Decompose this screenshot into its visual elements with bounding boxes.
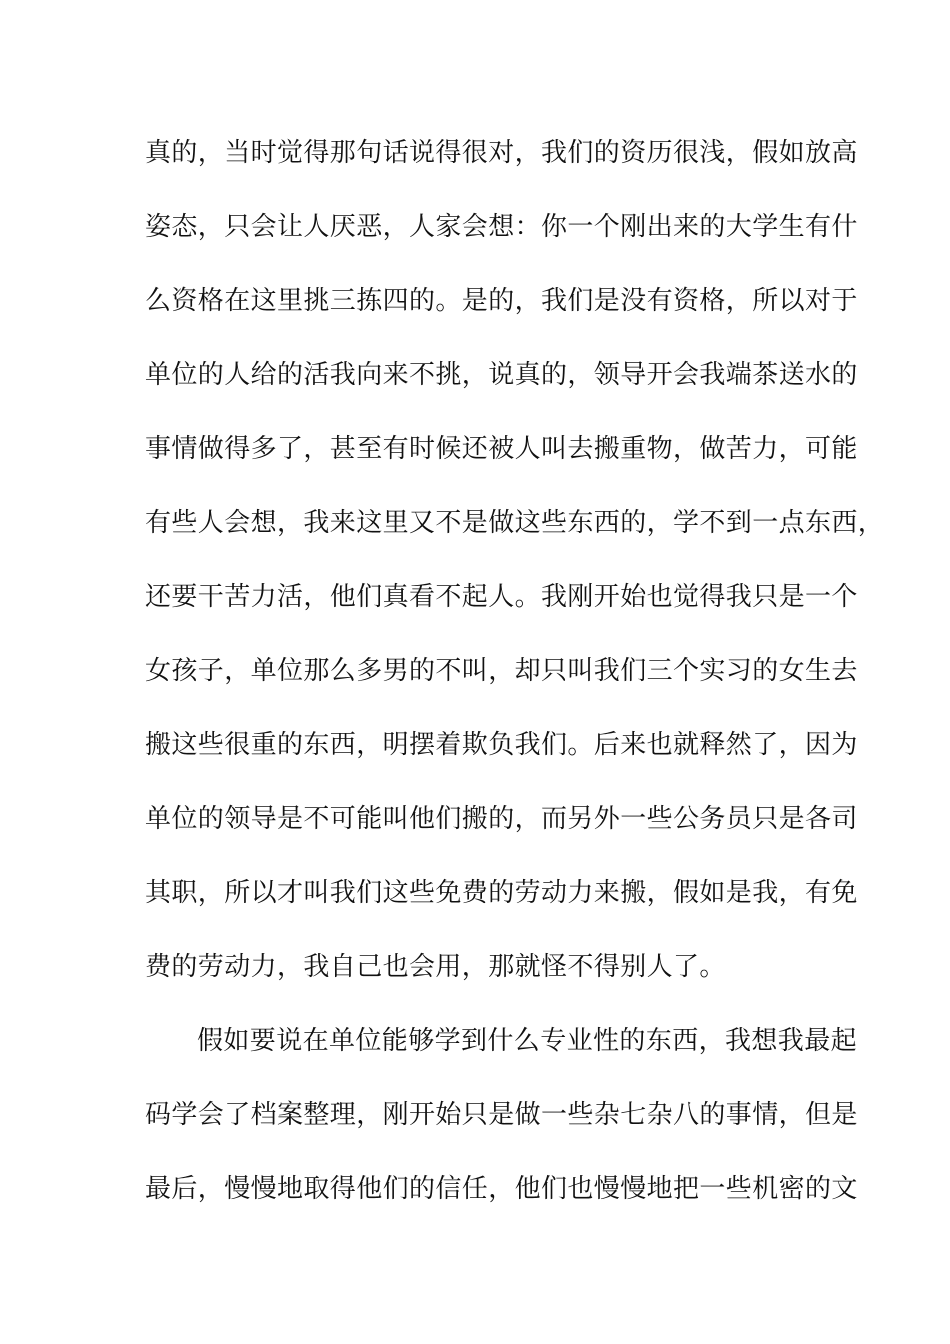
paragraph-line: 单位的领导是不可能叫他们搬的，而另外一些公务员只是各司 [145, 804, 858, 834]
paragraph-line: 费的劳动力，我自己也会用，那就怪不得别人了。 [145, 952, 726, 982]
paragraph-line: 真的，当时觉得那句话说得很对，我们的资历很浅，假如放高 [145, 138, 858, 168]
paragraph-line: 其职，所以才叫我们这些免费的劳动力来搬，假如是我，有免 [145, 878, 858, 908]
paragraph-line: 搬这些很重的东西，明摆着欺负我们。后来也就释然了，因为 [145, 730, 858, 760]
paragraph-line: 有些人会想，我来这里又不是做这些东西的，学不到一点东西， [145, 508, 885, 538]
paragraph-line: 还要干苦力活，他们真看不起人。我刚开始也觉得我只是一个 [145, 582, 858, 612]
paragraph-line: 单位的人给的活我向来不挑，说真的，领导开会我端茶送水的 [145, 360, 858, 390]
paragraph-line: 姿态，只会让人厌恶，人家会想：你一个刚出来的大学生有什 [145, 212, 858, 242]
paragraph-line: 码学会了档案整理，刚开始只是做一些杂七杂八的事情，但是 [145, 1100, 858, 1130]
paragraph-line: 女孩子，单位那么多男的不叫，却只叫我们三个实习的女生去 [145, 656, 858, 686]
paragraph-first-line: 假如要说在单位能够学到什么专业性的东西，我想我最起 [197, 1026, 858, 1056]
paragraph-line: 么资格在这里挑三拣四的。是的，我们是没有资格，所以对于 [145, 286, 858, 316]
paragraph-line: 事情做得多了，甚至有时候还被人叫去搬重物，做苦力，可能 [145, 434, 858, 464]
paragraph-line: 最后，慢慢地取得他们的信任，他们也慢慢地把一些机密的文 [145, 1174, 858, 1204]
